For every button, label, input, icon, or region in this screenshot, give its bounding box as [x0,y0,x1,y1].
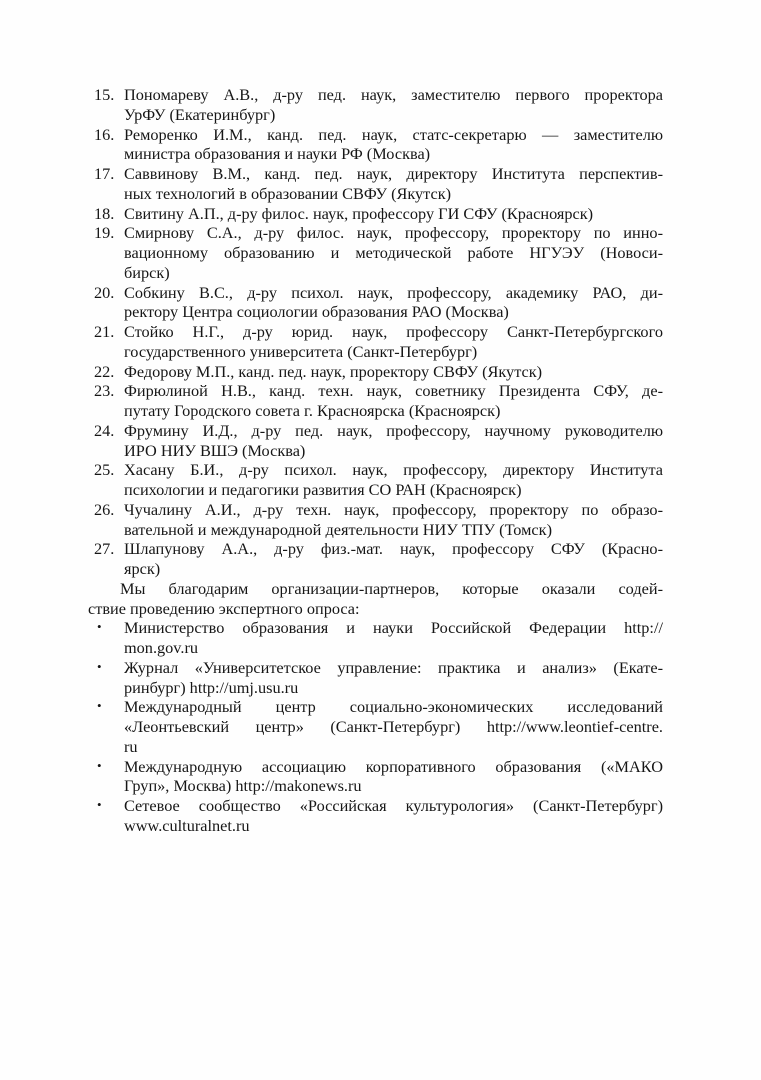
list-item-text [124,125,663,165]
text-line: Чучалину А.И., д-ру техн. наук, профессору, проректору по образо- [124,499,663,519]
numbered-list-item [94,539,663,579]
bullet-list-item [94,757,663,797]
text-line: Фрумину И.Д., д-ру пед. наук, профессору, научному руководителю [124,420,663,440]
text-line: путату Городского совета г. Красноярска (Красноярск) [124,401,501,420]
text-line: «Леонтьевский центр» (Санкт-Петербург) http://www.leontief-centre. [124,717,663,736]
bullet-item-text [124,757,663,797]
bullet-marker-icon: • [97,619,102,635]
list-item-text [124,421,663,461]
list-item-text [124,362,663,382]
text-line: Журнал «Университетское управление: практика и анализ» (Екате- [124,657,663,677]
bullet-item-text [124,658,663,698]
text-line: Шлапунову А.А., д-ру физ.-мат. наук, профессору СФУ (Красно- [124,539,663,559]
text-line: ствие проведению экспертного опроса: [88,598,360,618]
list-item-number: 15. [94,85,115,104]
bullet-list-item [94,697,663,756]
list-item-number: 25. [94,460,115,480]
text-line: Международный центр социально-экономических исследований [124,697,663,717]
text-line: ярск) [124,559,161,578]
text-line: mon.gov.ru [124,638,199,657]
text-line: Стойко Н.Г., д-ру юрид. наук, профессору Санкт-Петербургского [124,322,663,341]
numbered-list-item [94,381,663,421]
text-line: министра образования и науки РФ (Москва) [124,144,431,164]
text-line: Смирнову С.А., д-ру филос. наук, профессору, проректору по инно- [124,223,663,243]
list-item-text [124,85,663,125]
bullet-item-text [124,796,663,836]
text-line: ректору Центра социологии образования РАО (Москва) [124,302,509,322]
numbered-list-item [94,223,663,282]
list-item-text [124,460,663,500]
list-item-number: 27. [94,539,115,559]
list-item-number: 18. [94,203,115,223]
numbered-list-item [94,421,663,461]
list-item-number: 17. [94,164,115,183]
text-line: Саввинову В.М., канд. пед. наук, директору Института перспектив- [124,164,663,183]
bullet-list-item [94,658,663,698]
text-line: Международную ассоциацию корпоративного образования («МАКО [124,756,663,776]
list-item-number: 20. [94,282,115,302]
list-item-number: 19. [94,223,115,243]
text-line: Реморенко И.М., канд. пед. наук, статс-секретарю — заместителю [124,124,663,144]
text-line: ных технологий в образовании СВФУ (Якутск) [124,183,452,203]
partner-organizations-bullet-list [88,618,663,835]
numbered-list-item [94,460,663,500]
acknowledgement-paragraph [88,579,663,619]
list-item-number: 24. [94,420,115,440]
bullet-marker-icon: • [97,757,102,773]
text-line: Свитину А.П., д-ру филос. наук, профессору ГИ СФУ (Красноярск) [124,203,594,223]
numbered-list-item [94,85,663,125]
numbered-list-item [94,283,663,323]
text-line: Сетевое сообщество «Российская культурология» (Санкт-Петербург) [124,796,663,815]
list-item-number: 26. [94,499,115,519]
text-line: ИРО НИУ ВШЭ (Москва) [124,440,306,460]
list-item-text [124,223,663,282]
numbered-list-item [94,204,663,224]
text-line: Груп», Москва) http://makonews.ru [124,776,362,796]
text-line: бирск) [124,262,170,282]
experts-numbered-list [88,85,663,579]
list-item-number: 22. [94,361,115,381]
list-item-text [124,500,663,540]
list-item-text [124,381,663,421]
text-line: Мы благодарим организации-партнеров, которые оказали содей- [120,578,663,598]
list-item-number: 23. [94,381,115,401]
text-line: Федорову М.П., канд. пед. наук, проректору СВФУ (Якутск) [124,361,543,381]
text-line: УрФУ (Екатеринбург) [124,104,276,124]
text-line: вательной и международной деятельности НИУ ТПУ (Томск) [124,519,552,539]
text-line: Фирюлиной Н.В., канд. техн. наук, советнику Президента СФУ, де- [124,381,663,401]
list-item-text [124,164,663,204]
list-item-number: 21. [94,322,115,341]
text-line: Пономареву А.В., д-ру пед. наук, заместителю первого проректора [124,85,663,104]
text-line: www.culturalnet.ru [124,815,250,835]
text-line: Хасану Б.И., д-ру психол. наук, профессору, директору Института [124,460,663,480]
numbered-list-item [94,362,663,382]
list-item-text [124,204,663,224]
text-line: ru [124,736,138,756]
text-line: Собкину В.С., д-ру психол. наук, профессору, академику РАО, ди- [124,282,663,302]
list-item-text [124,322,663,362]
text-line: Министерство образования и науки Российской Федерации http:// [124,618,663,638]
numbered-list-item [94,500,663,540]
numbered-list-item [94,125,663,165]
bullet-marker-icon: • [97,797,102,812]
bullet-list-item [94,618,663,658]
text-line: государственного университета (Санкт-Петербург) [124,341,478,361]
bullet-marker-icon: • [97,698,102,714]
bullet-marker-icon: • [97,658,102,674]
bullet-list-item [94,796,663,836]
text-line: ринбург) http://umj.usu.ru [124,677,299,697]
text-line: вационному образованию и методической работе НГУЭУ (Новоси- [124,243,663,262]
list-item-number: 16. [94,124,115,144]
text-line: психологии и педагогики развития СО РАН (Красноярск) [124,480,522,499]
list-item-text [124,283,663,323]
numbered-list-item [94,322,663,362]
numbered-list-item [94,164,663,204]
list-item-text [124,539,663,579]
bullet-item-text [124,697,663,756]
bullet-item-text [124,618,663,658]
